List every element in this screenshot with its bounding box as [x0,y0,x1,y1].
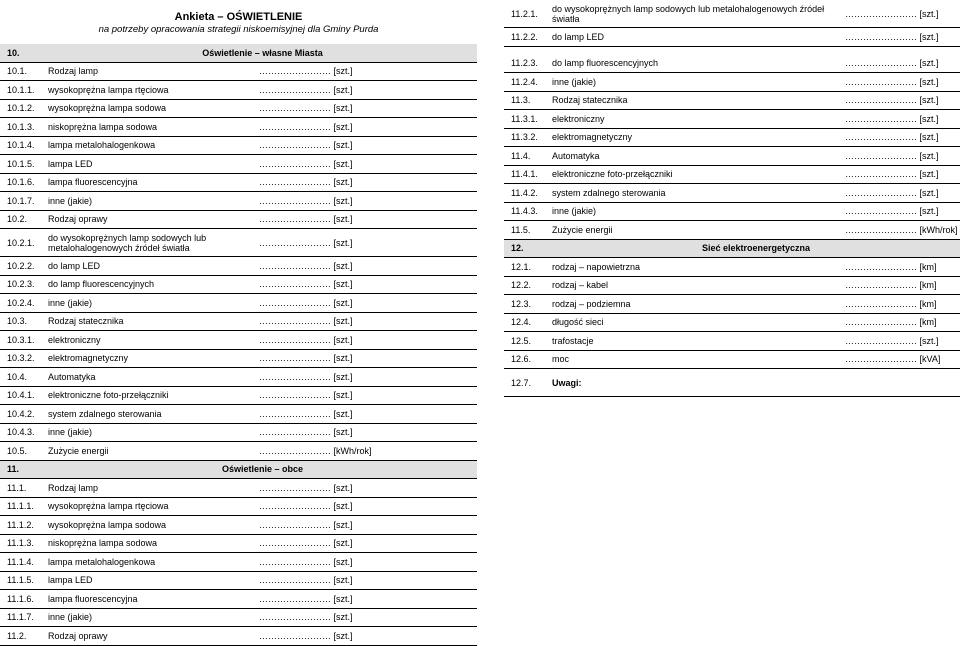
table-row [504,313,960,332]
value-field[interactable]: …………………… [szt.] [259,479,477,498]
form-subtitle: na potrzeby opracowania strategii niskoemisyjnej dla Gminy Purda [98,24,379,35]
value-field[interactable]: …………………… [szt.] [845,147,960,166]
value-field[interactable]: …………………… [szt.] [259,257,477,276]
table-row [0,553,477,572]
table-row [504,147,960,166]
item-number: 10.1.7. [0,192,41,211]
item-label: Rodzaj lamp [41,62,259,81]
value-field[interactable]: …………………… [km] [845,313,960,332]
value-field[interactable]: …………………… [szt.] [845,73,960,92]
item-label: elektroniczny [41,331,259,350]
item-label: lampa metalohalogenkowa [41,136,259,155]
item-label: lampa metalohalogenkowa [41,553,259,572]
table-row [0,173,477,192]
table-row [504,332,960,351]
item-label: lampa LED [41,155,259,174]
value-field[interactable]: …………………… [szt.] [259,608,477,627]
table-row [504,276,960,295]
section-title: Sieć elektroenergetyczna [545,239,960,258]
item-number: 11.2.4. [504,73,545,92]
table-row [0,81,477,100]
value-field[interactable]: …………………… [szt.] [845,128,960,147]
table-row [0,257,477,276]
item-number: 11.1.2. [0,516,41,535]
table-row [0,155,477,174]
item-label: Uwagi: [545,369,845,397]
item-number: 10.2.2. [0,257,41,276]
value-field[interactable]: …………………… [km] [845,276,960,295]
item-label: niskoprężna lampa sodowa [41,118,259,137]
value-field[interactable]: …………………… [szt.] [259,516,477,535]
table-row [0,368,477,387]
section-title: Oświetlenie – obce [41,460,477,479]
item-label: wysokoprężna lampa sodowa [41,516,259,535]
table-row [0,229,477,257]
survey-table-right [504,0,960,397]
item-label: elektroniczne foto-przełączniki [545,165,845,184]
section-header [0,460,477,479]
value-field[interactable]: …………………… [szt.] [259,62,477,81]
item-label: Zużycie energii [545,221,845,240]
item-label: do lamp fluorescencyjnych [545,55,845,73]
value-field[interactable]: …………………… [szt.] [259,553,477,572]
item-label: do lamp LED [41,257,259,276]
value-field[interactable]: …………………… [szt.] [259,173,477,192]
item-number: 10.1.5. [0,155,41,174]
table-row [0,608,477,627]
item-number: 10.1.6. [0,173,41,192]
item-label: do wysokoprężnych lamp sodowych lub metalohalogenowych źródeł światła [545,0,845,28]
item-number: 10.1. [0,62,41,81]
item-number: 11.1.1. [0,497,41,516]
item-number: 10.4. [0,368,41,387]
item-label: rodzaj – podziemna [545,295,845,314]
table-row [0,534,477,553]
item-number: 10.2.1. [0,229,41,257]
item-label: elektromagnetyczny [545,128,845,147]
value-field[interactable]: …………………… [szt.] [259,627,477,646]
item-number: 12.3. [504,295,545,314]
item-label: wysokoprężna lampa sodowa [41,99,259,118]
item-number: 10.1.4. [0,136,41,155]
item-number: 10.3.2. [0,349,41,368]
item-number: 11.2.3. [504,55,545,73]
table-row [504,73,960,92]
table-row [0,442,477,461]
item-label: elektromagnetyczny [41,349,259,368]
item-number: 12.6. [504,350,545,369]
value-field[interactable]: …………………… [szt.] [259,294,477,313]
value-field[interactable]: …………………… [szt.] [845,110,960,129]
right-column [504,0,960,397]
item-number: 11.4.2. [504,184,545,203]
table-row [0,349,477,368]
value-field[interactable]: …………………… [szt.] [259,312,477,331]
table-row [504,369,960,397]
value-field[interactable]: …………………… [kWh/rok] [845,221,960,240]
item-number: 11.1.4. [0,553,41,572]
value-field[interactable]: …………………… [szt.] [845,184,960,203]
item-label: lampa LED [41,571,259,590]
table-row [504,350,960,369]
value-field[interactable]: …………………… [szt.] [259,331,477,350]
item-number: 11.1. [0,479,41,498]
value-field[interactable]: …………………… [kVA] [845,350,960,369]
item-number: 12.2. [504,276,545,295]
item-number: 11.3. [504,91,545,110]
value-field[interactable]: …………………… [szt.] [259,275,477,294]
section-header [0,44,477,62]
item-label: inne (jakie) [545,202,845,221]
item-label: elektroniczny [545,110,845,129]
item-label: Rodzaj oprawy [41,627,259,646]
table-row [504,55,960,73]
item-number: 11.4.3. [504,202,545,221]
section-header [504,239,960,258]
item-label: rodzaj – napowietrzna [545,258,845,277]
table-row [504,258,960,277]
item-number: 10.2.3. [0,275,41,294]
item-label: do lamp LED [545,28,845,47]
item-number: 10.4.2. [0,405,41,424]
table-row [0,192,477,211]
item-label: Rodzaj statecznika [41,312,259,331]
table-row [0,590,477,609]
section-number: 11. [0,460,41,479]
table-row [0,571,477,590]
value-field[interactable]: …………………… [kWh/rok] [259,442,477,461]
value-field[interactable]: …………………… [szt.] [259,590,477,609]
value-field[interactable]: …………………… [szt.] [259,571,477,590]
item-label: moc [545,350,845,369]
item-label: Rodzaj lamp [41,479,259,498]
value-field[interactable]: …………………… [szt.] [259,155,477,174]
table-row [0,62,477,81]
item-number: 10.1.1. [0,81,41,100]
item-number: 10.1.3. [0,118,41,137]
value-field[interactable]: …………………… [szt.] [259,534,477,553]
item-label: Automatyka [41,368,259,387]
table-row [0,386,477,405]
item-label: lampa fluorescencyjna [41,173,259,192]
item-number: 11.1.5. [0,571,41,590]
table-row [0,516,477,535]
value-field[interactable]: …………………… [szt.] [845,332,960,351]
item-number: 10.3.1. [0,331,41,350]
value-field[interactable]: …………………… [szt.] [259,229,477,257]
table-row [0,99,477,118]
item-label: system zdalnego sterowania [41,405,259,424]
table-row [0,423,477,442]
table-row [504,0,960,28]
item-number: 11.4.1. [504,165,545,184]
value-field[interactable]: …………………… [szt.] [259,423,477,442]
item-number: 10.4.3. [0,423,41,442]
item-number: 12.4. [504,313,545,332]
item-label: inne (jakie) [545,73,845,92]
item-label: rodzaj – kabel [545,276,845,295]
item-number: 11.1.7. [0,608,41,627]
item-number: 11.3.1. [504,110,545,129]
item-label: elektroniczne foto-przełączniki [41,386,259,405]
item-number: 11.3.2. [504,128,545,147]
value-field[interactable]: …………………… [szt.] [259,192,477,211]
item-label: długość sieci [545,313,845,332]
item-number: 11.1.6. [0,590,41,609]
item-label: wysokoprężna lampa rtęciowa [41,81,259,100]
item-label: system zdalnego sterowania [545,184,845,203]
item-label: Automatyka [545,147,845,166]
item-label: inne (jakie) [41,294,259,313]
value-field[interactable]: …………………… [szt.] [845,165,960,184]
item-number: 12.7. [504,369,545,397]
value-field[interactable]: …………………… [szt.] [845,55,960,73]
table-row [0,275,477,294]
value-field[interactable]: …………………… [szt.] [259,118,477,137]
item-number: 11.2. [0,627,41,646]
item-label: do wysokoprężnych lamp sodowych lub metalohalogenowych źródeł światła [41,229,259,257]
item-number: 10.2.4. [0,294,41,313]
table-row [504,202,960,221]
table-row [0,118,477,137]
item-label: trafostacje [545,332,845,351]
form-header [0,0,477,44]
table-row [0,497,477,516]
item-number: 10.5. [0,442,41,461]
table-row [0,136,477,155]
table-row [0,627,477,646]
item-label: Rodzaj oprawy [41,210,259,229]
item-number: 11.2.1. [504,0,545,28]
value-field[interactable]: …………………… [szt.] [845,91,960,110]
section-number: 10. [0,44,41,62]
table-row [504,165,960,184]
table-row [504,184,960,203]
table-row [504,295,960,314]
value-field[interactable]: …………………… [km] [845,258,960,277]
item-number: 11.5. [504,221,545,240]
table-row [504,128,960,147]
table-row [0,405,477,424]
table-row [504,110,960,129]
table-row [504,221,960,240]
value-field[interactable]: …………………… [szt.] [259,386,477,405]
item-label: do lamp fluorescencyjnych [41,275,259,294]
item-number: 10.4.1. [0,386,41,405]
item-label: niskoprężna lampa sodowa [41,534,259,553]
item-number: 11.1.3. [0,534,41,553]
item-label: inne (jakie) [41,192,259,211]
table-row [0,210,477,229]
section-title: Oświetlenie – własne Miasta [41,44,477,62]
value-field[interactable]: …………………… [szt.] [259,368,477,387]
item-number: 10.3. [0,312,41,331]
item-number: 10.2. [0,210,41,229]
value-field[interactable]: …………………… [szt.] [259,136,477,155]
table-row [504,28,960,47]
value-field[interactable]: …………………… [szt.] [259,405,477,424]
item-label: inne (jakie) [41,423,259,442]
value-field[interactable]: …………………… [km] [845,295,960,314]
section-number: 12. [504,239,545,258]
value-field[interactable]: …………………… [szt.] [259,210,477,229]
row-spacer [504,46,960,55]
survey-table-left [0,44,477,646]
value-field[interactable]: …………………… [szt.] [259,497,477,516]
table-row [0,479,477,498]
value-field[interactable]: …………………… [szt.] [259,81,477,100]
form-title: Ankieta – OŚWIETLENIE [174,11,303,23]
item-label: Rodzaj statecznika [545,91,845,110]
value-field[interactable]: …………………… [szt.] [259,99,477,118]
item-label: inne (jakie) [41,608,259,627]
table-row [0,294,477,313]
item-label: wysokoprężna lampa rtęciowa [41,497,259,516]
table-row [0,312,477,331]
value-field[interactable]: …………………… [szt.] [845,0,960,28]
left-column [0,0,477,646]
item-label: Zużycie energii [41,442,259,461]
value-field[interactable] [845,369,960,397]
value-field[interactable]: …………………… [szt.] [845,202,960,221]
spacer-cell [504,46,960,55]
item-number: 11.2.2. [504,28,545,47]
item-label: lampa fluorescencyjna [41,590,259,609]
value-field[interactable]: …………………… [szt.] [845,28,960,47]
value-field[interactable]: …………………… [szt.] [259,349,477,368]
item-number: 11.4. [504,147,545,166]
table-row [504,91,960,110]
item-number: 12.5. [504,332,545,351]
table-row [0,331,477,350]
item-number: 12.1. [504,258,545,277]
item-number: 10.1.2. [0,99,41,118]
